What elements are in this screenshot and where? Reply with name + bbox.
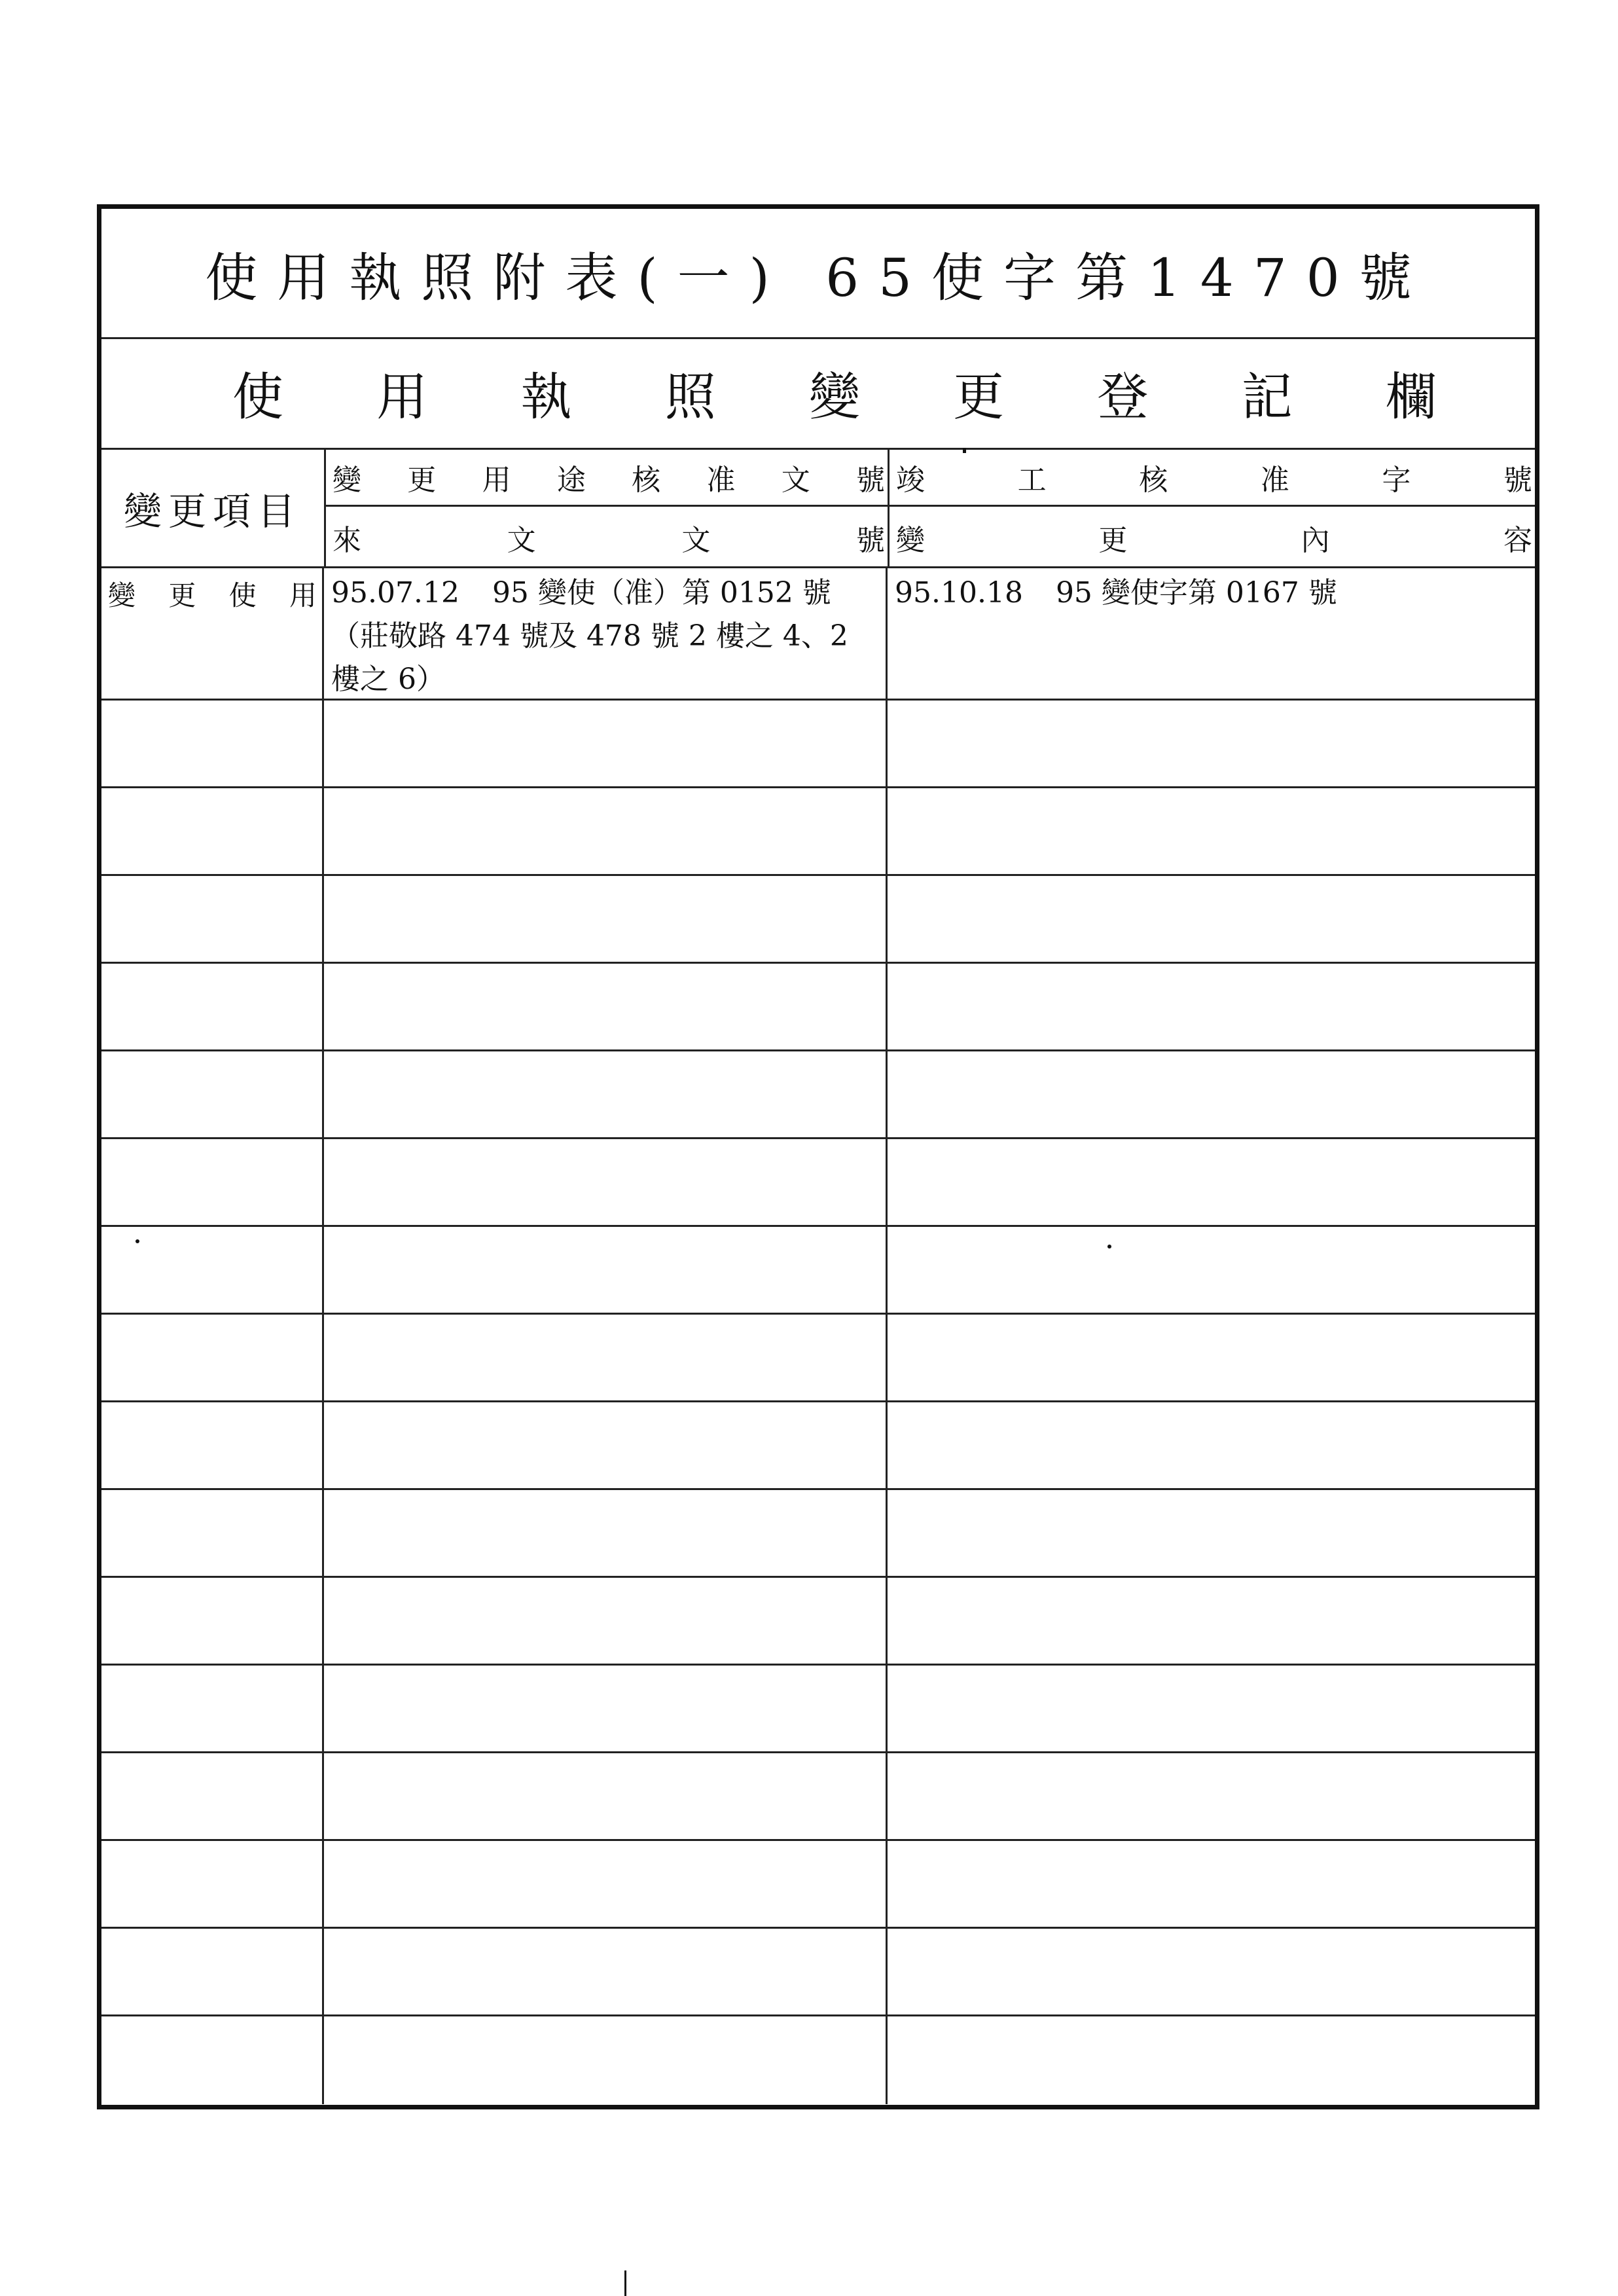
stray-mark: [1107, 1245, 1111, 1248]
header-char: 核: [1139, 464, 1168, 497]
form-title: 使用執照附表(一) 65使字第1470號: [205, 247, 1431, 308]
table-row: [101, 2016, 1535, 2104]
header-approval-column: [326, 450, 890, 566]
header-char: 文: [781, 464, 810, 497]
table-cell: [890, 2016, 1535, 2104]
table-cell: [890, 701, 1535, 786]
table-cell: [101, 964, 324, 1049]
registration-form: [97, 204, 1539, 2109]
table-cell: [101, 1139, 324, 1225]
completion-date: 95.10.18: [895, 576, 1023, 610]
table-cell: [890, 788, 1535, 874]
header-char: 內: [1301, 523, 1330, 557]
table-cell: [890, 964, 1535, 1049]
completion-number-cell: [890, 566, 1535, 699]
table-row: [101, 566, 1535, 701]
header-char: 字: [1382, 464, 1411, 497]
table-cell: [101, 1051, 324, 1137]
table-row: [101, 1929, 1535, 2016]
heading-char: 用: [376, 367, 428, 427]
table-cell: [326, 1841, 888, 1927]
header-char: 核: [632, 464, 661, 497]
table-cell: [890, 1139, 1535, 1225]
table-row: [101, 1051, 1535, 1139]
header-char: 號: [1503, 464, 1532, 497]
table-row: [101, 1753, 1535, 1841]
approval-number: 95 變使（准）第 0152 號: [492, 576, 831, 610]
heading-char: 變: [808, 367, 860, 427]
table-row: [101, 964, 1535, 1051]
table-cell: [326, 1578, 888, 1664]
table-cell: [101, 1841, 324, 1927]
table-cell: [101, 2016, 324, 2104]
section-heading: [101, 337, 1535, 450]
table-cell: [326, 1139, 888, 1225]
table-cell: [101, 1753, 324, 1839]
stray-mark: [135, 1239, 139, 1243]
approval-note: （莊敬路 474 號及 478 號 2 樓之 4、2 樓之 6）: [331, 619, 848, 696]
header-char: 容: [1503, 523, 1532, 557]
stray-mark: [963, 448, 966, 453]
heading-char: 使: [232, 367, 284, 427]
header-char: 文: [681, 523, 711, 557]
table-cell: [101, 701, 324, 786]
table-cell: [326, 2016, 888, 2104]
table-header: [101, 450, 1535, 568]
heading-char: 登: [1097, 367, 1149, 427]
header-char: 號: [855, 464, 885, 497]
table-cell: [326, 1666, 888, 1751]
item-char: 用: [289, 579, 317, 611]
table-cell: [890, 1753, 1535, 1839]
heading-char: 欄: [1385, 367, 1437, 427]
table-cell: [326, 701, 888, 786]
table-cell: [326, 1402, 888, 1488]
header-completion-number: [890, 450, 1535, 507]
header-char: 號: [855, 523, 885, 557]
table-row: [101, 701, 1535, 788]
header-char: 文: [507, 523, 536, 557]
item-char: 變: [108, 579, 136, 611]
table-cell: [101, 1490, 324, 1576]
item-char: 更: [168, 579, 196, 611]
header-change-item: 變更項目: [101, 450, 326, 566]
table-cell: [326, 1315, 888, 1400]
table-row: [101, 1139, 1535, 1227]
form-title-row: [101, 209, 1535, 339]
completion-number: 95 變使字第 0167 號: [1055, 576, 1337, 610]
table-cell: [101, 1315, 324, 1400]
table-cell: [890, 1315, 1535, 1400]
header-char: 變: [896, 523, 925, 557]
binding-tick-mark: [624, 2270, 626, 2296]
table-cell: [101, 1929, 324, 2014]
table-cell: [326, 1490, 888, 1576]
table-row: [101, 1315, 1535, 1402]
table-row: [101, 1227, 1535, 1315]
table-row: [101, 1841, 1535, 1929]
table-cell: [326, 1227, 888, 1313]
table-row: [101, 1578, 1535, 1666]
heading-char: 更: [953, 367, 1005, 427]
header-char: 更: [407, 464, 437, 497]
header-char: 准: [706, 464, 736, 497]
header-char: 工: [1017, 464, 1047, 497]
table-row: [101, 1666, 1535, 1753]
header-char: 竣: [896, 464, 925, 497]
header-change-content: [890, 509, 1535, 566]
table-cell: [326, 1929, 888, 2014]
item-char: 使: [228, 579, 257, 611]
table-row: [101, 876, 1535, 964]
approval-date: 95.07.12: [331, 576, 459, 610]
header-char: 更: [1098, 523, 1128, 557]
header-completion-column: [890, 450, 1535, 566]
header-char: 用: [482, 464, 511, 497]
table-cell: [101, 1578, 324, 1664]
table-cell: [890, 876, 1535, 962]
table-cell: [890, 1227, 1535, 1313]
table-cell: [101, 1227, 324, 1313]
table-cell: [890, 1051, 1535, 1137]
table-cell: [326, 788, 888, 874]
heading-char: 照: [664, 367, 716, 427]
table-cell: [890, 1841, 1535, 1927]
table-cell: [890, 1490, 1535, 1576]
table-cell: [101, 1402, 324, 1488]
table-row: [101, 788, 1535, 876]
heading-char: 記: [1241, 367, 1293, 427]
table-cell: [890, 1666, 1535, 1751]
table-cell: [326, 1051, 888, 1137]
header-char: 來: [333, 523, 361, 557]
table-cell: [101, 1666, 324, 1751]
table-cell: [326, 1753, 888, 1839]
table-cell: [890, 1578, 1535, 1664]
table-cell: [890, 1402, 1535, 1488]
header-incoming-document-number: [326, 509, 888, 566]
table-cell: [101, 876, 324, 962]
table-cell: [326, 964, 888, 1049]
approval-number-cell: [326, 566, 888, 699]
table-body: [101, 566, 1535, 2105]
header-char: 途: [556, 464, 586, 497]
header-char: 變: [333, 464, 361, 497]
table-row: [101, 1490, 1535, 1578]
change-item-cell: [101, 566, 324, 699]
table-cell: [101, 788, 324, 874]
header-approval-number: [326, 450, 888, 507]
table-cell: [890, 1929, 1535, 2014]
heading-char: 執: [520, 367, 572, 427]
table-row: [101, 1402, 1535, 1490]
header-char: 准: [1260, 464, 1289, 497]
table-cell: [326, 876, 888, 962]
